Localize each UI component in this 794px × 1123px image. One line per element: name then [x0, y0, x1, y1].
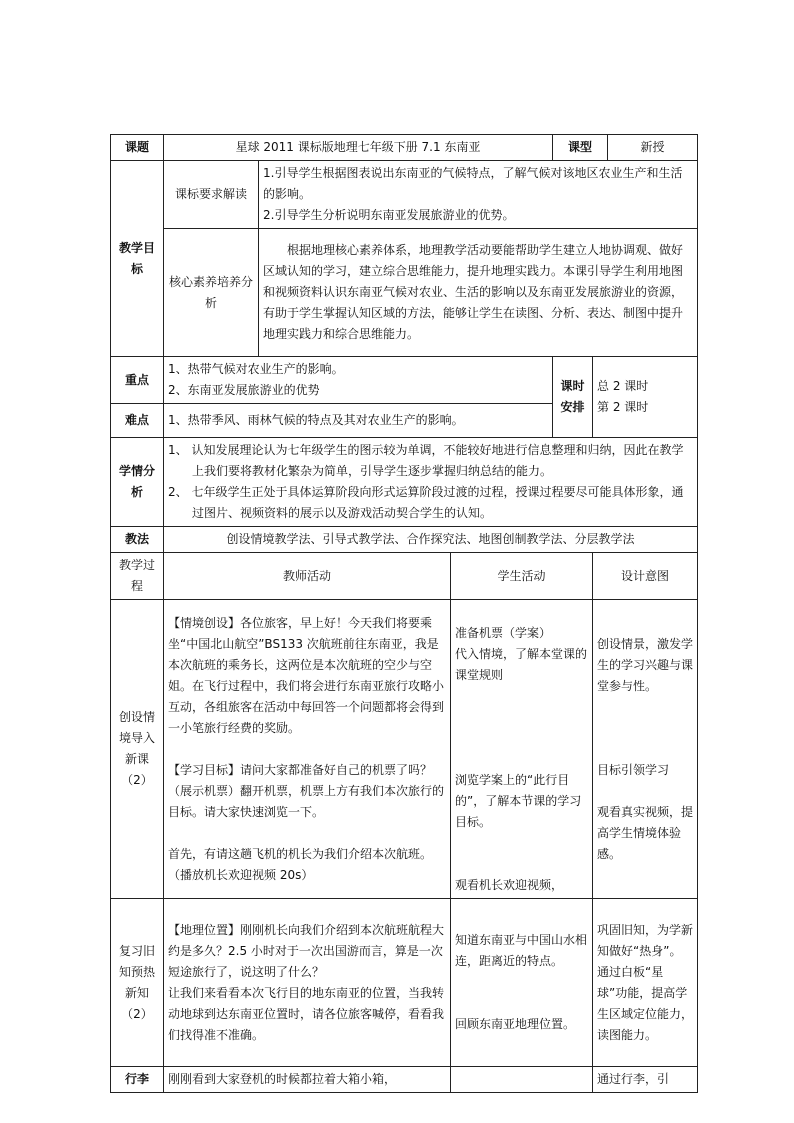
- stage-1-teacher-p2: 【学习目标】请问大家都准备好自己的机票了吗？（展示机票）翻开机票，机票上方有我们本次旅行的目标。请大家快速浏览一下。: [168, 762, 445, 819]
- students-text: [164, 438, 698, 527]
- process-stage-header: 教学过程: [111, 553, 164, 600]
- process-student-header: 学生活动: [451, 553, 593, 600]
- literacy-text: [259, 229, 698, 357]
- process-teacher-header: 教师活动: [164, 553, 451, 600]
- stage-1-teacher-p1: 【情境创设】各位旅客，早上好！今天我们将要乘坐“中国北山航空”BS133 次航班前往东南亚，我是本次航班的乘务长，这两位是本次航班的空少与空姐。在飞行过程中，我们将会进行东南亚旅行攻略小互动，各组旅客在活动中每回答一个问题都将会得到一小笔旅行经费的奖励。: [168, 615, 445, 735]
- standard-line-2: 2.引导学生分析说明东南亚发展旅游业的优势。: [263, 208, 515, 222]
- stage-3-intent: 通过行李，引: [593, 1067, 698, 1093]
- stage-1-student-p2: 代入情境，了解本堂课的课堂规则: [455, 647, 588, 682]
- stage-2-student-p2: 回顾东南亚地理位置。: [455, 1017, 576, 1031]
- type-value: 新授: [608, 135, 698, 161]
- standard-text: [259, 161, 698, 229]
- stage-2-teacher-p1: 【地理位置】刚刚机长向我们介绍到本次航班航程大约是多久？2.5 小时对于一次出国游而言，算是一次短途旅行了，说这明了什么？: [168, 922, 445, 979]
- stage-1-student-p3: 浏览学案上的“此行目的”，了解本节课的学习目标。: [455, 773, 582, 829]
- schedule-text: [593, 357, 698, 438]
- stage-2-name: [111, 899, 164, 1067]
- key-point-2: 2、东南亚发展旅游业的优势: [168, 383, 320, 397]
- stage-1-intent: [593, 600, 698, 899]
- standard-line-1: 1.引导学生根据图表说出东南亚的气候特点，了解气候对该地区农业生产和生活的影响。: [263, 166, 683, 201]
- schedule-label: 课时安排: [553, 357, 593, 438]
- stage-3-student: [451, 1067, 593, 1093]
- stage-2-student-p1: 知道东南亚与中国山水相连，距离近的特点。: [455, 933, 588, 968]
- stage-1-student: [451, 600, 593, 899]
- stage-2-intent-p1: 巩固旧知，为学新知做好“热身”。: [597, 922, 694, 958]
- stage-3-teacher: 刚刚看到大家登机的时候都拉着大箱小箱，: [164, 1067, 451, 1093]
- difficulty-text: 1、热带季风、雨林气候的特点及其对农业生产的影响。: [164, 404, 553, 438]
- students-item-2: 2、 七年级学生正处于具体运算阶段向形式运算阶段过渡的过程，授课过程要尽可能具体形象，通过图片、视频资料的展示以及游戏活动契合学生的认知。: [168, 485, 684, 520]
- key-points-label: 重点: [111, 357, 164, 404]
- topic-value: 星球 2011 课标版地理七年级下册 7.1 东南亚: [164, 135, 553, 161]
- stage-1-student-p1: 准备机票（学案）: [455, 626, 552, 640]
- literacy-label: 核心素养培养分析: [164, 229, 259, 357]
- stage-2-intent: [593, 899, 698, 1067]
- stage-1-teacher: [164, 600, 451, 899]
- stage-2-teacher-p2: 让我们来看看本次飞行目的地东南亚的位置，当我转动地球到达东南亚位置时，请各位旅客喊停，看看我们找得准不准确。: [168, 985, 445, 1042]
- stage-1-name-text: 创设情境导入新课（2）: [118, 710, 155, 787]
- schedule-total: 总 2 课时: [597, 379, 649, 393]
- key-point-1: 1、热带气候对农业生产的影响。: [168, 362, 344, 376]
- schedule-current: 第 2 课时: [597, 400, 649, 414]
- standard-label: 课标要求解读: [164, 161, 259, 229]
- process-intent-header: 设计意图: [593, 553, 698, 600]
- stage-1-teacher-p3: 首先，有请这趟飞机的机长为我们介绍本次航班。（播放机长欢迎视频 20s）: [168, 846, 433, 882]
- students-label: 学情分析: [111, 438, 164, 527]
- stage-2-teacher: [164, 899, 451, 1067]
- methods-text: 创设情境教学法、引导式教学法、合作探究法、地图创制教学法、分层教学法: [164, 527, 698, 553]
- literacy-paragraph: 根据地理核心素养体系，地理教学活动要能帮助学生建立人地协调观、做好区域认知的学习，建立综合思维能力，提升地理实践力。本课引导学生利用地图和视频资料认识东南亚气候对农业、生活的影响以及东南亚发展旅游业的资源，有助于学生掌握认知区域的方法，能够让学生在读图、分析、表达、制图中提升地理实践力和综合思维能力。: [263, 243, 684, 341]
- topic-label: 课题: [111, 135, 164, 161]
- stage-2-student: [451, 899, 593, 1067]
- goals-label: 教学目标: [111, 161, 164, 357]
- stage-1-name: [111, 600, 164, 899]
- key-points-text: [164, 357, 553, 404]
- methods-label: 教法: [111, 527, 164, 553]
- stage-2-name-text: 复习旧知预热新知（2）: [118, 943, 155, 1021]
- stage-3-name: 行李: [111, 1067, 164, 1093]
- students-item-1: 1、 认知发展理论认为七年级学生的图示较为单调，不能较好地进行信息整理和归纳，因此在教学上我们要将教材化繁杂为简单，引导学生逐步掌握归纳总结的能力。: [168, 443, 684, 478]
- lesson-plan-table: [110, 134, 698, 1093]
- type-label: 课型: [553, 135, 608, 161]
- stage-2-intent-p2: 通过白板“星球”功能，提高学生区域定位能力，读图能力。: [597, 964, 694, 1042]
- stage-1-intent-p1: 创设情景，激发学生的学习兴趣与课堂参与性。: [597, 636, 694, 693]
- stage-1-student-p4: 观看机长欢迎视频，: [455, 878, 564, 892]
- difficulty-label: 难点: [111, 404, 164, 438]
- stage-1-intent-p3: 观看真实视频，提高学生情境体验感。: [597, 804, 694, 861]
- stage-1-intent-p2: 目标引领学习: [597, 762, 670, 777]
